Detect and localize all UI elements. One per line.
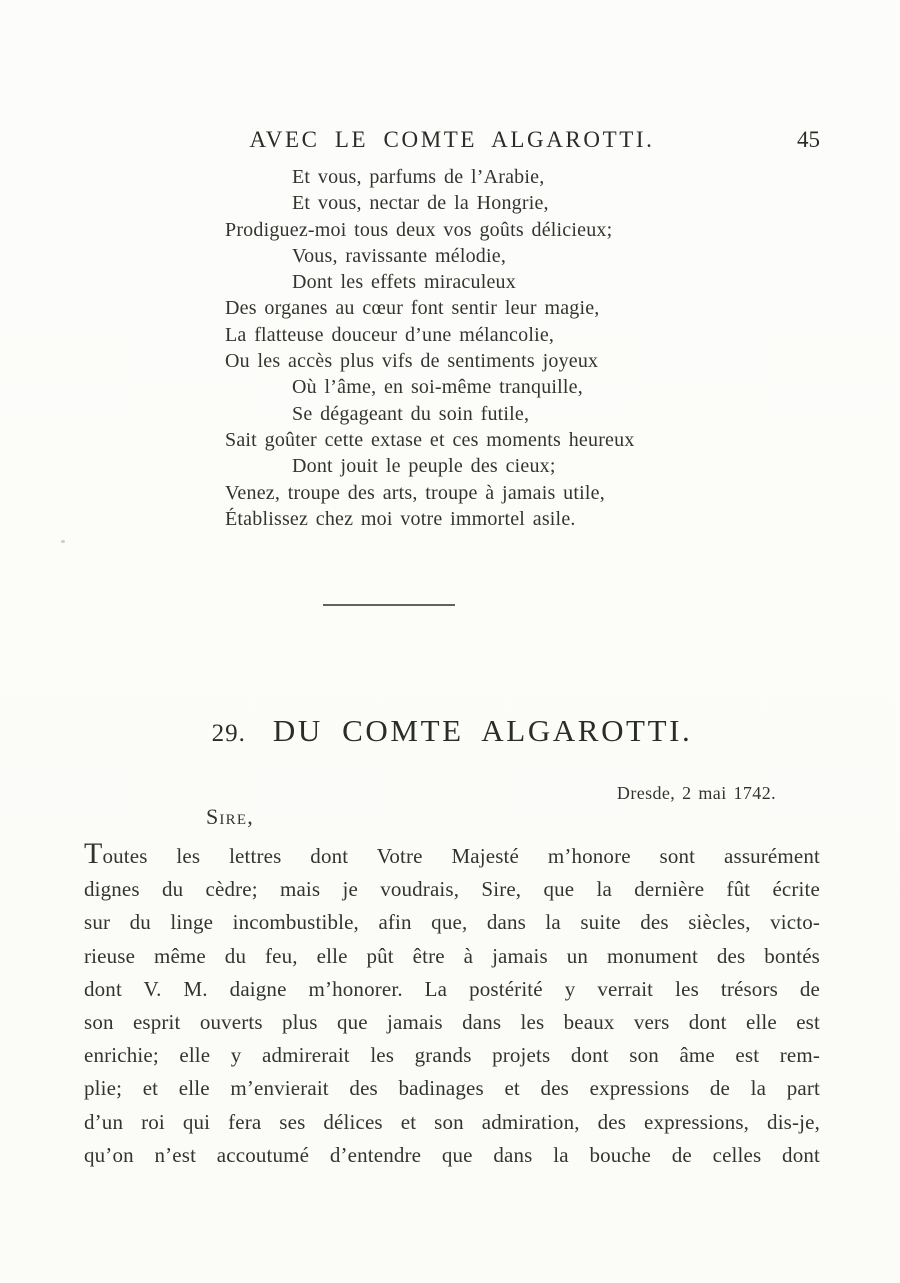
poem-line: Dont jouit le peuple des cieux; xyxy=(292,455,556,478)
section-heading xyxy=(84,713,820,749)
poem-line: Ou les accès plus vifs de sentiments joyeux xyxy=(225,350,599,373)
poem-block xyxy=(84,164,820,532)
letter-body-line: Toutes les lettres dont Votre Majesté m’honore sont assurément xyxy=(84,840,820,870)
poem-line: Sait goûter cette extase et ces moments heureux xyxy=(225,428,635,451)
poem-line: Des organes au cœur font sentir leur magie, xyxy=(225,297,600,320)
section-title: DU COMTE ALGAROTTI. xyxy=(272,713,693,748)
poem-line: Et vous, parfums de l’Arabie, xyxy=(292,166,545,188)
poem-line: Et vous, nectar de la Hongrie, xyxy=(292,192,549,215)
running-header-title: AVEC LE COMTE ALGAROTTI. xyxy=(249,127,655,152)
poem-line: Où l’âme, en soi-même tranquille, xyxy=(292,376,583,399)
letter-body-line: son esprit ouverts plus que jamais dans les beaux vers dont elle est xyxy=(84,1009,820,1034)
poem-line: La flatteuse douceur d’une mélancolie, xyxy=(225,323,555,346)
letter-body-line: plie; et elle m’envierait des badinages et des expressions de la part xyxy=(84,1076,820,1101)
letter-body-line: qu’on n’est accoutumé d’entendre que dans la bouche de celles dont xyxy=(84,1142,820,1167)
salutation: Sire, xyxy=(206,804,254,829)
letter-body-line: enrichie; elle y admirerait les grands projets dont son âme est rem- xyxy=(84,1043,820,1068)
poem-line: Dont les effets miraculeux xyxy=(292,271,516,294)
letter-body-line: dont V. M. daigne m’honorer. La postérité y verrait les trésors de xyxy=(84,976,820,1001)
letter-body-line: sur du linge incombustible, afin que, dans la suite des siècles, victo- xyxy=(84,910,820,935)
poem-line: Établissez chez moi votre immortel asile. xyxy=(225,507,576,530)
page-number: 45 xyxy=(797,127,820,152)
letter-body-line: dignes du cèdre; mais je voudrais, Sire, que la dernière fût écrite xyxy=(84,877,820,902)
section-divider xyxy=(323,604,455,606)
letter-number: 29. xyxy=(211,720,246,747)
letter-body xyxy=(84,840,820,1172)
scan-speck xyxy=(61,540,65,543)
poem-line: Venez, troupe des arts, troupe à jamais utile, xyxy=(225,481,605,504)
letter-body-line: d’un roi qui fera ses délices et son admiration, des expressions, dis-je, xyxy=(84,1109,820,1134)
poem-line: Prodiguez-moi tous deux vos goûts délicieux; xyxy=(225,218,613,241)
running-header xyxy=(84,127,820,153)
poem-line: Vous, ravissante mélodie, xyxy=(292,244,507,267)
letter-body-line: rieuse même du feu, elle pût être à jamais un monument des bontés xyxy=(84,943,820,968)
dateline: Dresde, 2 mai 1742. xyxy=(616,783,776,803)
poem-line: Se dégageant du soin futile, xyxy=(292,402,530,425)
